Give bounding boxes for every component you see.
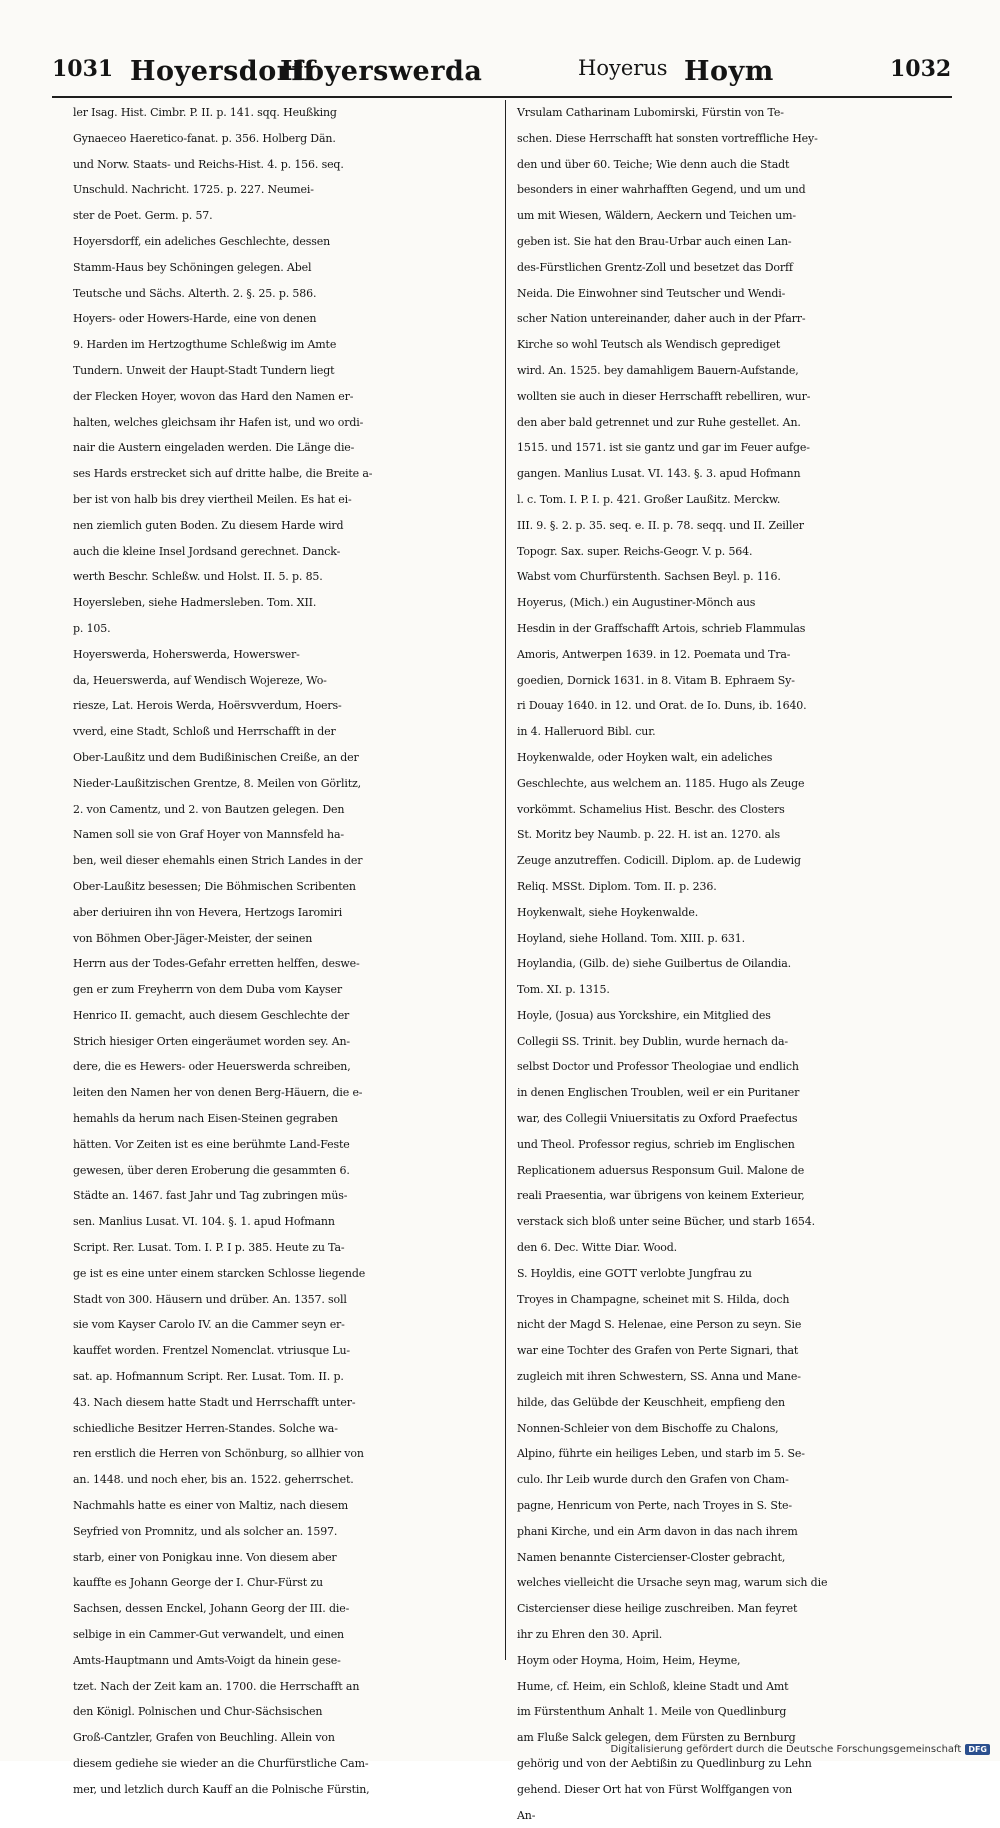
text-line: diesem gediehe sie wieder an die Churfürstliche Cam-	[73, 1757, 369, 1770]
text-line: ihr zu Ehren den 30. April.	[517, 1628, 663, 1642]
text-line: dere, die es Hewers- oder Heuerswerda schreiben,	[73, 1060, 351, 1074]
text-line: aber deriuiren ihn von Hevera, Hertzogs Iaromiri	[73, 905, 343, 919]
text-line: Hesdin in der Graffschafft Artois, schrieb Flammulas	[517, 621, 806, 635]
text-line: Groß-Cantzler, Grafen von Beuchling. Allein von	[73, 1731, 335, 1745]
left-catchword-2: Hoyerswerda	[280, 56, 483, 87]
text-line: war eine Tochter des Grafen von Perte Signari, that	[517, 1344, 799, 1358]
left-catchword-1: Hoyersdorff	[130, 56, 316, 87]
text-line: leiten den Namen her von denen Berg-Häuern, die e-	[73, 1086, 363, 1100]
text-line: ster de Poet. Germ. p. 57.	[73, 209, 213, 223]
text-line: den 6. Dec. Witte Diar. Wood.	[517, 1241, 678, 1255]
text-line: Neida. Die Einwohner sind Teutscher und Wendi-	[517, 286, 786, 300]
text-line: Amts-Hauptmann und Amts-Voigt da hinein gese-	[73, 1653, 341, 1667]
text-line: nair die Austern eingeladen werden. Die Länge die-	[73, 441, 355, 455]
text-line: p. 105.	[73, 621, 111, 635]
dfg-logo: DFG	[965, 1744, 990, 1755]
text-line: pagne, Henricum von Perte, nach Troyes in S. Ste-	[517, 1499, 792, 1513]
column-divider	[505, 100, 506, 1660]
text-line: hilde, das Gelübde der Keuschheit, empfieng den	[517, 1395, 785, 1409]
text-line: kauffte es Johann George der I. Chur-Fürst zu	[73, 1576, 323, 1590]
text-line: ben, weil dieser ehemahls einen Strich Landes in der	[73, 854, 363, 868]
text-line: starb, einer von Ponigkau inne. Von diesem aber	[73, 1550, 337, 1564]
text-line: vverd, eine Stadt, Schloß und Herrschafft in der	[73, 725, 336, 739]
text-line: Hoyerswerda, Hoherswerda, Howerswer-	[73, 647, 300, 661]
text-line: S. Hoyldis, eine GOTT verlobte Jungfrau zu	[517, 1266, 752, 1280]
text-line: Reliq. MSSt. Diplom. Tom. II. p. 236.	[517, 879, 717, 893]
text-line: Namen benannte Cistercienser-Closter gebracht,	[517, 1550, 786, 1564]
text-line: 2. von Camentz, und 2. von Bautzen gelegen. Den	[73, 802, 345, 816]
text-line: 1515. und 1571. ist sie gantz und gar im Feuer aufge-	[517, 441, 810, 455]
text-line: An-	[517, 1808, 536, 1822]
text-line: Nieder-Laußitzischen Grentze, 8. Meilen von Görlitz,	[73, 776, 361, 790]
text-line: reali Praesentia, war übrigens von keinem Exterieur,	[517, 1189, 805, 1203]
text-line: Sachsen, dessen Enckel, Johann Georg der III. die-	[73, 1602, 350, 1616]
text-line: Teutsche und Sächs. Alterth. 2. §. 25. p. 586.	[73, 286, 317, 300]
text-line: ri Douay 1640. in 12. und Orat. de Io. Duns, ib. 1640.	[517, 699, 807, 713]
text-line: hätten. Vor Zeiten ist es eine berühmte Land-Feste	[73, 1137, 350, 1151]
text-line: Strich hiesiger Orten eingeräumet worden sey. An-	[73, 1034, 350, 1048]
text-line: in denen Englischen Troublen, weil er ein Puritaner	[517, 1086, 800, 1100]
text-line: 9. Harden im Hertzogthume Schleßwig im Amte	[73, 338, 337, 352]
text-line: Hoyersleben, siehe Hadmersleben. Tom. XII.	[73, 596, 317, 610]
text-line: ge ist es eine unter einem starcken Schlosse liegende	[73, 1266, 366, 1280]
digitization-footer	[610, 1744, 990, 1755]
text-line: Hoym oder Hoyma, Hoim, Heim, Heyme,	[517, 1653, 741, 1667]
text-line: Ober-Laußitz und dem Budißinischen Creiße, an der	[73, 750, 359, 764]
left-text-column	[73, 100, 488, 1796]
text-line: Stamm-Haus bey Schöningen gelegen. Abel	[73, 260, 312, 274]
text-line: und Theol. Professor regius, schrieb im Englischen	[517, 1137, 795, 1151]
text-line: schiedliche Besitzer Herren-Standes. Solche wa-	[73, 1421, 338, 1435]
text-line: phani Kirche, und ein Arm davon in das nach ihrem	[517, 1524, 798, 1538]
text-line: ren erstlich die Herren von Schönburg, so allhier von	[73, 1447, 364, 1461]
text-line: Namen soll sie von Graf Hoyer von Mannsfeld ha-	[73, 828, 344, 842]
text-line: Wabst vom Churfürstenth. Sachsen Beyl. p. 116.	[517, 570, 781, 584]
text-line: Script. Rer. Lusat. Tom. I. P. I p. 385. Heute zu Ta-	[73, 1241, 345, 1255]
text-line: St. Moritz bey Naumb. p. 22. H. ist an. 1270. als	[517, 828, 781, 842]
text-line: verstack sich bloß unter seine Bücher, und starb 1654.	[517, 1215, 815, 1229]
text-line: Stadt von 300. Häusern und drüber. An. 1357. soll	[73, 1292, 347, 1306]
text-line: Collegii SS. Trinit. bey Dublin, wurde hernach da-	[517, 1034, 788, 1048]
text-line: Nachmahls hatte es einer von Maltiz, nach diesem	[73, 1499, 349, 1513]
text-line: gewesen, über deren Eroberung die gesammten 6.	[73, 1163, 350, 1177]
text-line: da, Heuerswerda, auf Wendisch Wojereze, Wo-	[73, 673, 327, 687]
text-line: Hoylandia, (Gilb. de) siehe Guilbertus de Oilandia.	[517, 957, 792, 971]
text-line: Herrn aus der Todes-Gefahr erretten helffen, deswe-	[73, 957, 360, 971]
text-line: III. 9. §. 2. p. 35. seq. e. II. p. 78. seqq. und II. Zeiller	[517, 518, 804, 532]
left-page-number: 1031	[52, 56, 114, 82]
text-line: sie vom Kayser Carolo IV. an die Cammer seyn er-	[73, 1318, 345, 1332]
text-line: Nonnen-Schleier von dem Bischoffe zu Chalons,	[517, 1421, 779, 1435]
text-line: wollten sie auch in dieser Herrschafft rebelliren, wur-	[517, 389, 811, 403]
text-line: mer, und letzlich durch Kauff an die Polnische Fürstin,	[73, 1782, 370, 1796]
text-line: Vrsulam Catharinam Lubomirski, Fürstin von Te-	[517, 106, 784, 119]
text-line: an. 1448. und noch eher, bis an. 1522. geherrschet.	[73, 1473, 354, 1487]
text-line: nicht der Magd S. Helenae, eine Person zu seyn. Sie	[517, 1318, 802, 1332]
text-line: Zeuge anzutreffen. Codicill. Diplom. ap. de Ludewig	[517, 854, 801, 868]
text-line: Ober-Laußitz besessen; Die Böhmischen Scribenten	[73, 879, 356, 893]
text-line: tzet. Nach der Zeit kam an. 1700. die Herrschafft an	[73, 1679, 360, 1693]
text-line: Alpino, führte ein heiliges Leben, und starb im 5. Se-	[517, 1447, 805, 1461]
text-line: den und über 60. Teiche; Wie denn auch die Stadt	[517, 157, 790, 171]
text-line: um mit Wiesen, Wäldern, Aeckern und Teichen um-	[517, 209, 796, 223]
header-rule	[52, 96, 952, 98]
text-line: werth Beschr. Schleßw. und Holst. II. 5. p. 85.	[73, 570, 323, 584]
text-line: in 4. Halleruord Bibl. cur.	[517, 725, 656, 739]
text-line: geben ist. Sie hat den Brau-Urbar auch einen Lan-	[517, 234, 792, 248]
text-line: zugleich mit ihren Schwestern, SS. Anna und Mane-	[517, 1370, 801, 1384]
text-line: ler Isag. Hist. Cimbr. P. II. p. 141. sqq. Heußking	[73, 106, 337, 119]
text-line: wird. An. 1525. bey damahligem Bauern-Aufstande,	[517, 363, 799, 377]
text-line: Seyfried von Promnitz, und als solcher an. 1597.	[73, 1524, 338, 1538]
text-line: am Fluße Salck gelegen, dem Fürsten zu Bernburg	[517, 1731, 796, 1745]
text-line: des-Fürstlichen Grentz-Zoll und besetzet das Dorff	[517, 260, 793, 274]
text-line: gen er zum Freyherrn von dem Duba vom Kayser	[73, 983, 342, 997]
text-line: ses Hards erstrecket sich auf dritte halbe, die Breite a-	[73, 467, 373, 481]
text-line: besonders in einer wahrhafften Gegend, und um und	[517, 183, 806, 197]
right-page-number: 1032	[890, 56, 952, 82]
text-line: l. c. Tom. I. P. I. p. 421. Großer Laußitz. Merckw.	[517, 492, 781, 506]
text-line: war, des Collegii Vniuersitatis zu Oxford Praefectus	[517, 1112, 798, 1126]
text-line: gangen. Manlius Lusat. VI. 143. §. 3. apud Hofmann	[517, 467, 801, 481]
text-line: Unschuld. Nachricht. 1725. p. 227. Neumei-	[73, 183, 314, 197]
page-header	[52, 48, 952, 88]
text-line: Hoyersdorff, ein adeliches Geschlechte, dessen	[73, 234, 331, 248]
text-line: Hoyerus, (Mich.) ein Augustiner-Mönch aus	[517, 596, 756, 610]
text-line: sat. ap. Hofmannum Script. Rer. Lusat. Tom. II. p.	[73, 1370, 344, 1384]
right-catchword-1: Hoyerus	[578, 56, 668, 80]
text-line: welches vielleicht die Ursache seyn mag, warum sich die	[517, 1576, 828, 1590]
footer-credit-text: Digitalisierung gefördert durch die Deutsche Forschungsgemeinschaft	[610, 1744, 962, 1755]
text-line: gehörig und von der Aebtißin zu Quedlinburg zu Lehn	[517, 1757, 812, 1770]
text-line: Hume, cf. Heim, ein Schloß, kleine Stadt und Amt	[517, 1679, 789, 1693]
text-line: Cistercienser diese heilige zuschreiben. Man feyret	[517, 1602, 798, 1616]
text-line: Replicationem aduersus Responsum Guil. Malone de	[517, 1163, 805, 1177]
text-line: Hoyland, siehe Holland. Tom. XIII. p. 631.	[517, 931, 745, 945]
text-line: Hoyers- oder Howers-Harde, eine von denen	[73, 312, 317, 326]
text-line: Hoykenwalt, siehe Hoykenwalde.	[517, 905, 699, 919]
text-line: den aber bald getrennet und zur Ruhe gestellet. An.	[517, 415, 801, 429]
text-line: Städte an. 1467. fast Jahr und Tag zubringen müs-	[73, 1189, 348, 1203]
text-line: Hoyle, (Josua) aus Yorckshire, ein Mitglied des	[517, 1008, 771, 1022]
text-line: 43. Nach diesem hatte Stadt und Herrschafft unter-	[73, 1395, 356, 1409]
text-line: Henrico II. gemacht, auch diesem Geschlechte der	[73, 1008, 350, 1022]
text-line: den Königl. Polnischen und Chur-Sächsischen	[73, 1705, 323, 1719]
text-line: Topogr. Sax. super. Reichs-Geogr. V. p. 564.	[517, 544, 753, 558]
text-line: Gynaeceo Haeretico-fanat. p. 356. Holberg Dän.	[73, 131, 336, 145]
text-line: kauffet worden. Frentzel Nomenclat. vtriusque Lu-	[73, 1344, 350, 1358]
text-line: gehend. Dieser Ort hat von Fürst Wolffgangen von	[517, 1782, 793, 1796]
text-line: nen ziemlich guten Boden. Zu diesem Harde wird	[73, 518, 344, 532]
text-line: sen. Manlius Lusat. VI. 104. §. 1. apud Hofmann	[73, 1215, 335, 1229]
text-line: Tundern. Unweit der Haupt-Stadt Tundern liegt	[73, 363, 335, 377]
text-line: goedien, Dornick 1631. in 8. Vitam B. Ephraem Sy-	[517, 673, 795, 687]
text-line: selbst Doctor und Professor Theologiae und endlich	[517, 1060, 799, 1074]
text-line: der Flecken Hoyer, wovon das Hard den Namen er-	[73, 389, 354, 403]
text-line: und Norw. Staats- und Reichs-Hist. 4. p. 156. seq.	[73, 157, 344, 171]
right-catchword-2: Hoym	[684, 56, 774, 87]
text-line: von Böhmen Ober-Jäger-Meister, der seinen	[73, 931, 313, 945]
text-line: riesze, Lat. Herois Werda, Hoërsvverdum, Hoers-	[73, 699, 342, 713]
text-line: ber ist von halb bis drey viertheil Meilen. Es hat ei-	[73, 492, 352, 506]
text-line: vorkömmt. Schamelius Hist. Beschr. des Closters	[517, 802, 785, 816]
text-line: im Fürstenthum Anhalt 1. Meile von Quedlinburg	[517, 1705, 787, 1719]
text-line: Tom. XI. p. 1315.	[517, 983, 610, 997]
text-line: scher Nation untereinander, daher auch in der Pfarr-	[517, 312, 806, 326]
text-line: halten, welches gleichsam ihr Hafen ist, und wo ordi-	[73, 415, 364, 429]
text-line: Hoykenwalde, oder Hoyken walt, ein adeliches	[517, 750, 773, 764]
text-line: selbige in ein Cammer-Gut verwandelt, und einen	[73, 1628, 344, 1642]
text-line: Kirche so wohl Teutsch als Wendisch geprediget	[517, 338, 781, 352]
text-line: auch die kleine Insel Jordsand gerechnet. Danck-	[73, 544, 341, 558]
text-line: Amoris, Antwerpen 1639. in 12. Poemata und Tra-	[517, 647, 791, 661]
text-line: Troyes in Champagne, scheinet mit S. Hilda, doch	[517, 1292, 790, 1306]
text-line: Geschlechte, aus welchem an. 1185. Hugo als Zeuge	[517, 776, 805, 790]
text-line: hemahls da herum nach Eisen-Steinen gegraben	[73, 1112, 338, 1126]
text-line: schen. Diese Herrschafft hat sonsten vortreffliche Hey-	[517, 131, 818, 145]
text-line: culo. Ihr Leib wurde durch den Grafen von Cham-	[517, 1473, 789, 1487]
